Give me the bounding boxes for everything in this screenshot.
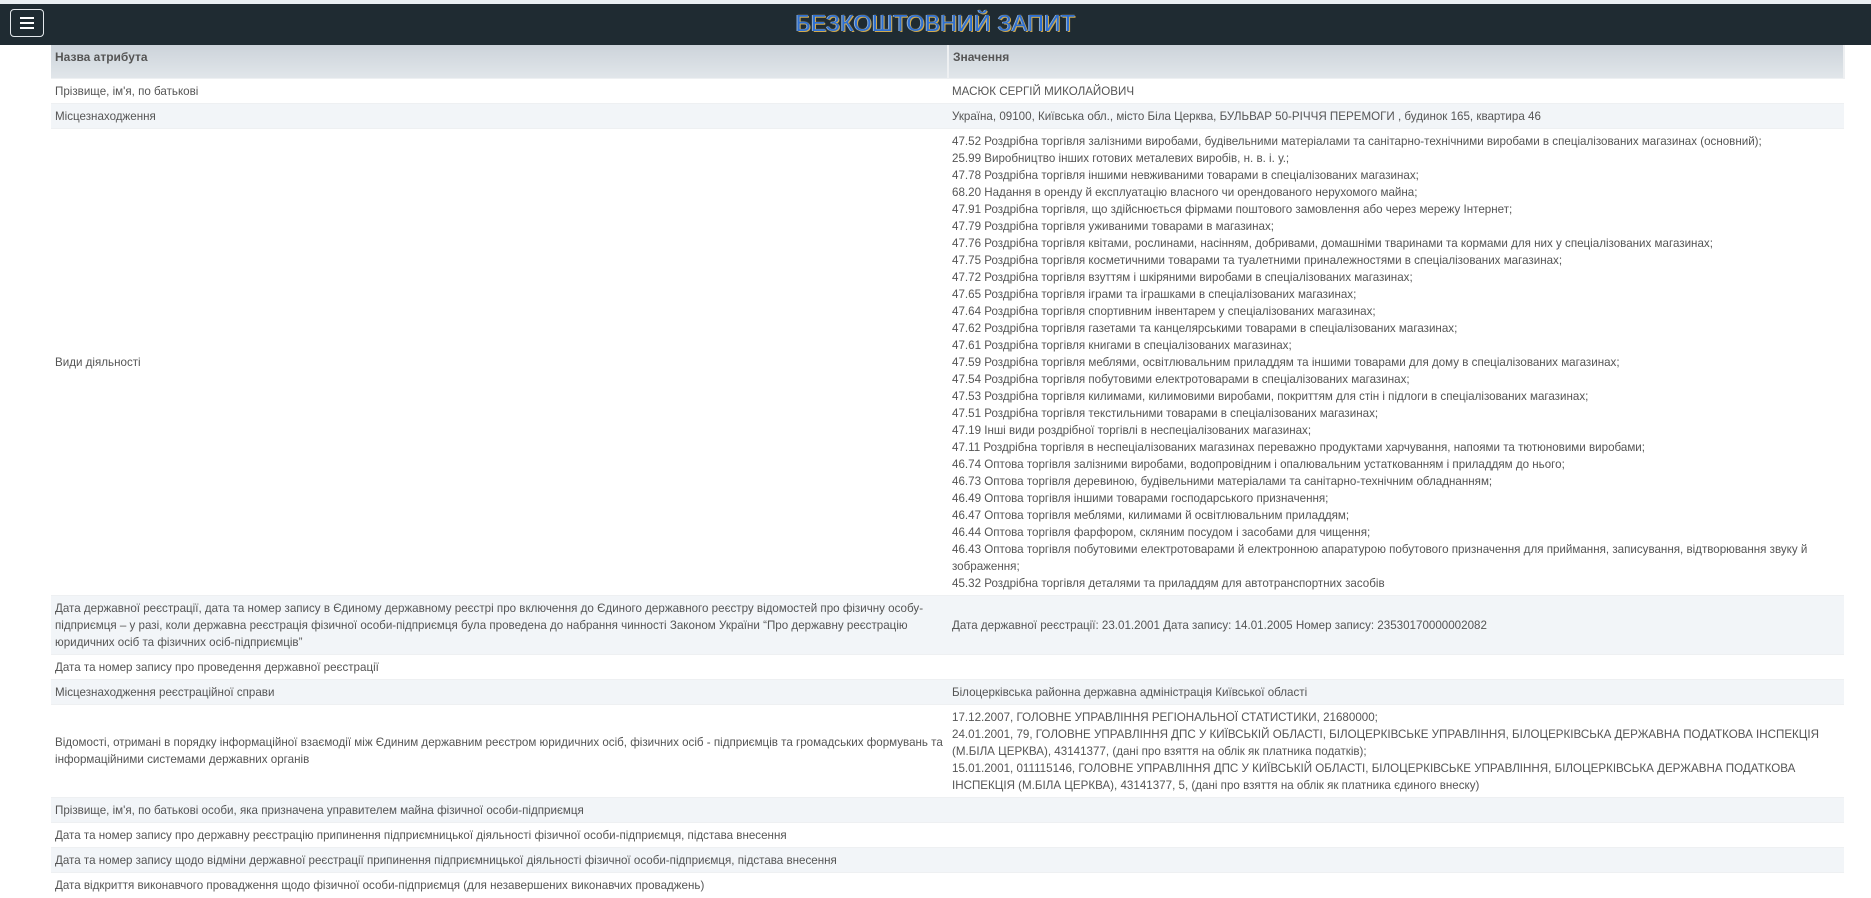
attribute-name-cell: Місцезнаходження [51,103,948,128]
value-line: 17.12.2007, ГОЛОВНЕ УПРАВЛІННЯ РЕГІОНАЛЬНОЇ СТАТИСТИКИ, 21680000; [952,710,1378,724]
attribute-value-cell: МАСЮК СЕРГІЙ МИКОЛАЙОВИЧ [948,78,1844,103]
value-line: 47.11 Роздрібна торгівля в неспеціалізованих магазинах переважно продуктами харчування, напоями та тютюновими виробами; [952,440,1646,454]
table-row [51,679,1844,704]
attribute-value-cell: Дата державної реєстрації: 23.01.2001 Дата запису: 14.01.2005 Номер запису: 23530170000002082 [948,595,1844,654]
attribute-name-cell: Види діяльності [51,128,948,595]
value-line: 46.49 Оптова торгівля іншими товарами господарського призначення; [952,491,1329,505]
value-line: 47.19 Інші види роздрібної торгівлі в неспеціалізованих магазинах; [952,423,1312,437]
attribute-value-cell [948,704,1844,797]
attributes-table [51,45,1845,897]
value-line: 47.78 Роздрібна торгівля іншими невживаними товарами в спеціалізованих магазинах; [952,168,1419,182]
column-header-value[interactable]: Значення [948,45,1844,78]
value-line: 47.59 Роздрібна торгівля меблями, освітлювальним приладдям та іншими товарами для дому в спеціалізованих магазинах; [952,355,1620,369]
attribute-value-cell [948,654,1844,679]
value-line: 68.20 Надання в оренду й експлуатацію власного чи орендованого нерухомого майна; [952,185,1418,199]
value-line: 47.62 Роздрібна торгівля газетами та канцелярськими товарами в спеціалізованих магазинах; [952,321,1458,335]
value-line: 47.72 Роздрібна торгівля взуттям і шкіряними виробами в спеціалізованих магазинах; [952,270,1413,284]
page-title: БЕЗКОШТОВНИЙ ЗАПИТ [795,10,1076,36]
value-line: 47.54 Роздрібна торгівля побутовими електротоварами в спеціалізованих магазинах; [952,372,1410,386]
table-row [51,797,1844,822]
value-line: 47.75 Роздрібна торгівля косметичними товарами та туалетними приналежностями в спеціалізованих магазинах; [952,253,1563,267]
table-row [51,872,1844,897]
top-navbar [0,0,1871,45]
table-row [51,595,1844,654]
attribute-value-cell: Білоцерківська районна державна адміністрація Київської області [948,679,1844,704]
table-row [51,103,1844,128]
attribute-name-cell: Дата та номер запису щодо відміни державної реєстрації припинення підприємницької діяльності фізичної особи-підприємця, підстава внесення [51,847,948,872]
value-line: 47.65 Роздрібна торгівля іграми та іграшками в спеціалізованих магазинах; [952,287,1357,301]
table-row [51,654,1844,679]
value-line: 47.53 Роздрібна торгівля килимами, килимовими виробами, покриттям для стін і підлоги в спеціалізованих магазинах; [952,389,1589,403]
value-line: 47.52 Роздрібна торгівля залізними виробами, будівельними матеріалами та санітарно-технічними виробами в спеціалізованих магазинах (основний); [952,134,1762,148]
value-line: 24.01.2001, 79, ГОЛОВНЕ УПРАВЛІННЯ ДПС У КИЇВСЬКІЙ ОБЛАСТІ, БІЛОЦЕРКІВСЬКЕ УПРАВЛІННЯ, БІЛОЦЕРКІВСЬКА ДЕРЖАВНА ПОДАТКОВА ІНСПЕКЦІЯ (М.БІЛА ЦЕРКВА), 43141377, (дані про взяття на облік як платника податків); [952,727,1819,758]
attribute-value-cell [948,822,1844,847]
attribute-value-cell [948,872,1844,897]
value-line: 47.51 Роздрібна торгівля текстильними товарами в спеціалізованих магазинах; [952,406,1379,420]
value-line: 15.01.2001, 011115146, ГОЛОВНЕ УПРАВЛІННЯ ДПС У КИЇВСЬКІЙ ОБЛАСТІ, БІЛОЦЕРКІВСЬКЕ УПРАВЛІННЯ, БІЛОЦЕРКІВСЬКА ДЕРЖАВНА ПОДАТКОВА ІНСПЕКЦІЯ (М.БІЛА ЦЕРКВА), 43141377, 5, (дані про взяття на облік як платника єдиного внеску) [952,761,1796,792]
attribute-name-cell: Місцезнаходження реєстраційної справи [51,679,948,704]
value-line: 47.76 Роздрібна торгівля квітами, рослинами, насінням, добривами, домашніми тваринами та кормами для них у спеціалізованих магазинах; [952,236,1713,250]
table-row [51,847,1844,872]
attribute-name-cell: Прізвище, ім'я, по батькові особи, яка призначена управителем майна фізичної особи-підприємця [51,797,948,822]
value-line: 46.43 Оптова торгівля побутовими електротоварами й електронною апаратурою побутового призначення для приймання, записування, відтворювання звуку й зображення; [952,542,1808,573]
attribute-value-cell: Україна, 09100, Київська обл., місто Біла Церква, БУЛЬВАР 50-РІЧЧЯ ПЕРЕМОГИ , будинок 165, квартира 46 [948,103,1844,128]
attribute-name-cell: Дата державної реєстрації, дата та номер запису в Єдиному державному реєстрі про включення до Єдиного державного реєстру відомостей про фізичну особу-підприємця – у разі, коли державна реєстрація фізичної особи-підприємця була проведена до набрання чинності Законом України “Про державну реєстрацію юридичних осіб та фізичних осіб-підприємців” [51,595,948,654]
attribute-value-cell [948,847,1844,872]
value-line: 46.44 Оптова торгівля фарфором, скляним посудом і засобами для чищення; [952,525,1371,539]
value-line: 47.79 Роздрібна торгівля уживаними товарами в магазинах; [952,219,1274,233]
value-line: 46.73 Оптова торгівля деревиною, будівельними матеріалами та санітарно-технічним обладнанням; [952,474,1493,488]
column-header-attribute[interactable]: Назва атрибута [51,45,948,78]
value-line: 25.99 Виробництво інших готових металевих виробів, н. в. і. у.; [952,151,1290,165]
attribute-name-cell: Дата та номер запису про державну реєстрацію припинення підприємницької діяльності фізичної особи-підприємця, підстава внесення [51,822,948,847]
value-line: 46.47 Оптова торгівля меблями, килимами й освітлювальним приладдям; [952,508,1350,522]
attribute-name-cell: Дата та номер запису про проведення державної реєстрації [51,654,948,679]
attribute-name-cell: Дата відкриття виконавчого провадження щодо фізичної особи-підприємця (для незавершених виконавчих проваджень) [51,872,948,897]
table-body [51,78,1844,897]
value-line: 46.74 Оптова торгівля залізними виробами, водопровідним і опалювальним устаткованням і приладдям до нього; [952,457,1565,471]
value-line: 45.32 Роздрібна торгівля деталями та приладдям для автотранспортних засобів [952,576,1385,590]
attribute-name-cell: Відомості, отримані в порядку інформаційної взаємодії між Єдиним державним реєстром юридичних осіб, фізичних осіб - підприємців та громадських формувань та інформаційними системами державних органів [51,704,948,797]
table-row [51,704,1844,797]
value-line: 47.91 Роздрібна торгівля, що здійснюється фірмами поштового замовлення або через мережу Інтернет; [952,202,1513,216]
table-row [51,78,1844,103]
table-row [51,822,1844,847]
attribute-value-cell [948,797,1844,822]
table-header-row [51,45,1844,78]
attribute-name-cell: Прізвище, ім'я, по батькові [51,78,948,103]
value-line: 47.61 Роздрібна торгівля книгами в спеціалізованих магазинах; [952,338,1292,352]
attributes-table-container [51,45,1844,897]
value-line: 47.64 Роздрібна торгівля спортивним інвентарем у спеціалізованих магазинах; [952,304,1376,318]
attribute-value-cell [948,128,1844,595]
table-row [51,128,1844,595]
